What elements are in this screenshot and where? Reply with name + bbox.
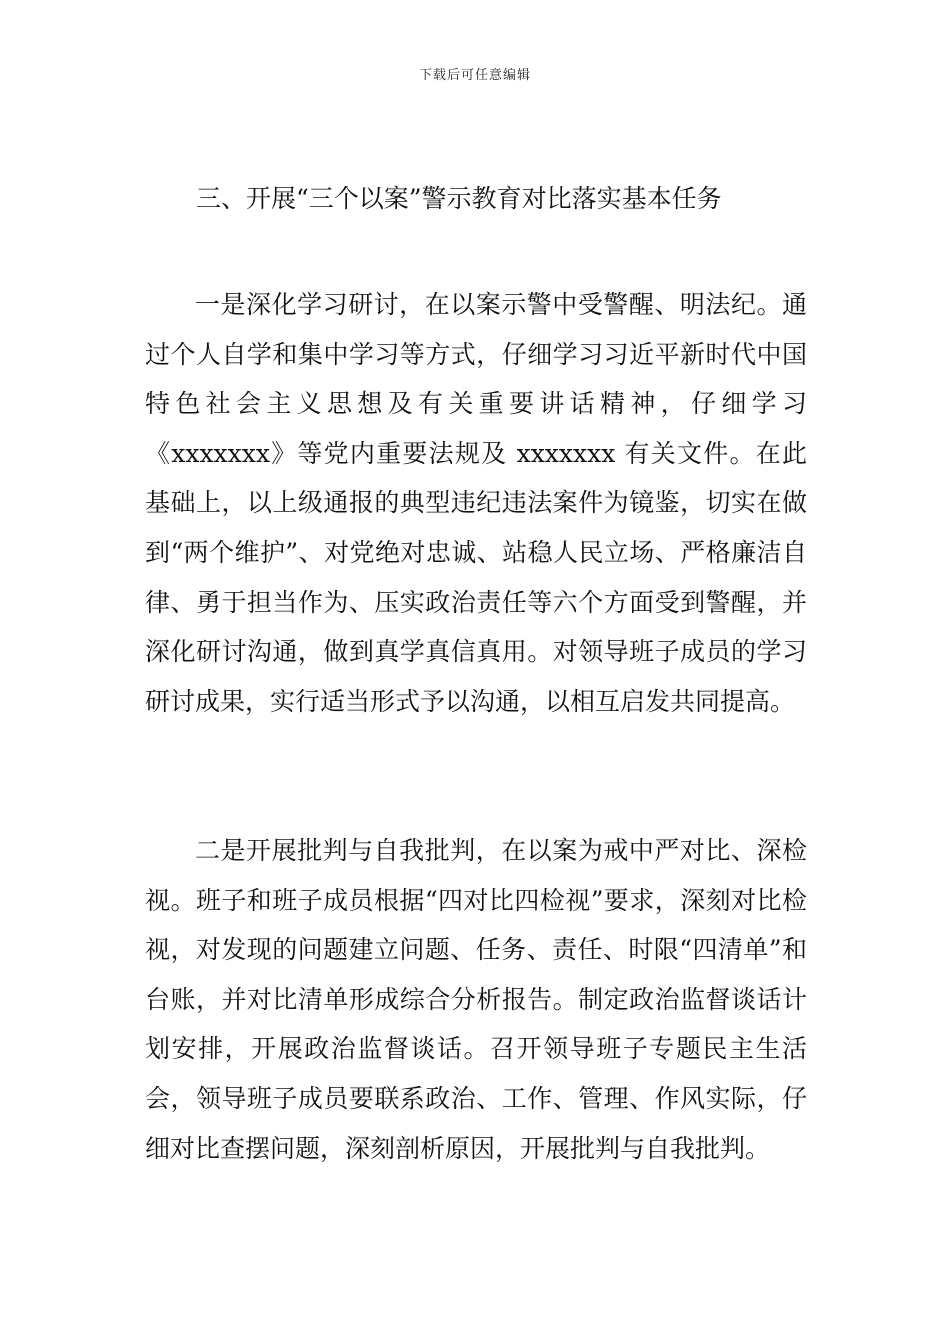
section-title: 三、开展“三个以案”警示教育对比落实基本任务 [196,184,722,213]
paragraph-task-one: 一是深化学习研讨，在以案示警中受警醒、明法纪。通过个人自学和集中学习等方式，仔细学习习近平新时代中国特色社会主义思想及有关重要讲话精神，仔细学习《xxxxxxx》等党内重要法规及 xxxxxxx 有关文件。在此基础上，以上级通报的典型违纪违法案件为镜鉴，切实在做到“两个维护”、对党绝对忠诚、站稳人民立场、严格廉洁自律、勇于担当作为、压实政治责任等六个方面受到警醒，并深化研讨沟通，做到真学真信真用。对领导班子成员的学习研讨成果，实行适当形式予以沟通，以相互启发共同提高。 [145,290,807,716]
paragraph-task-two: 二是开展批判与自我批判，在以案为戒中严对比、深检视。班子和班子成员根据“四对比四检视”要求，深刻对比检视，对发现的问题建立问题、任务、责任、时限“四清单”和台账，并对比清单形成综合分析报告。制定政治监督谈话计划安排，开展政治监督谈话。召开领导班子专题民主生活会，领导班子成员要联系政治、工作、管理、作风实际，仔细对比查摆问题，深刻剖析原因，开展批判与自我批判。 [145,836,807,1163]
header-note: 下载后可任意编辑 [418,68,531,83]
